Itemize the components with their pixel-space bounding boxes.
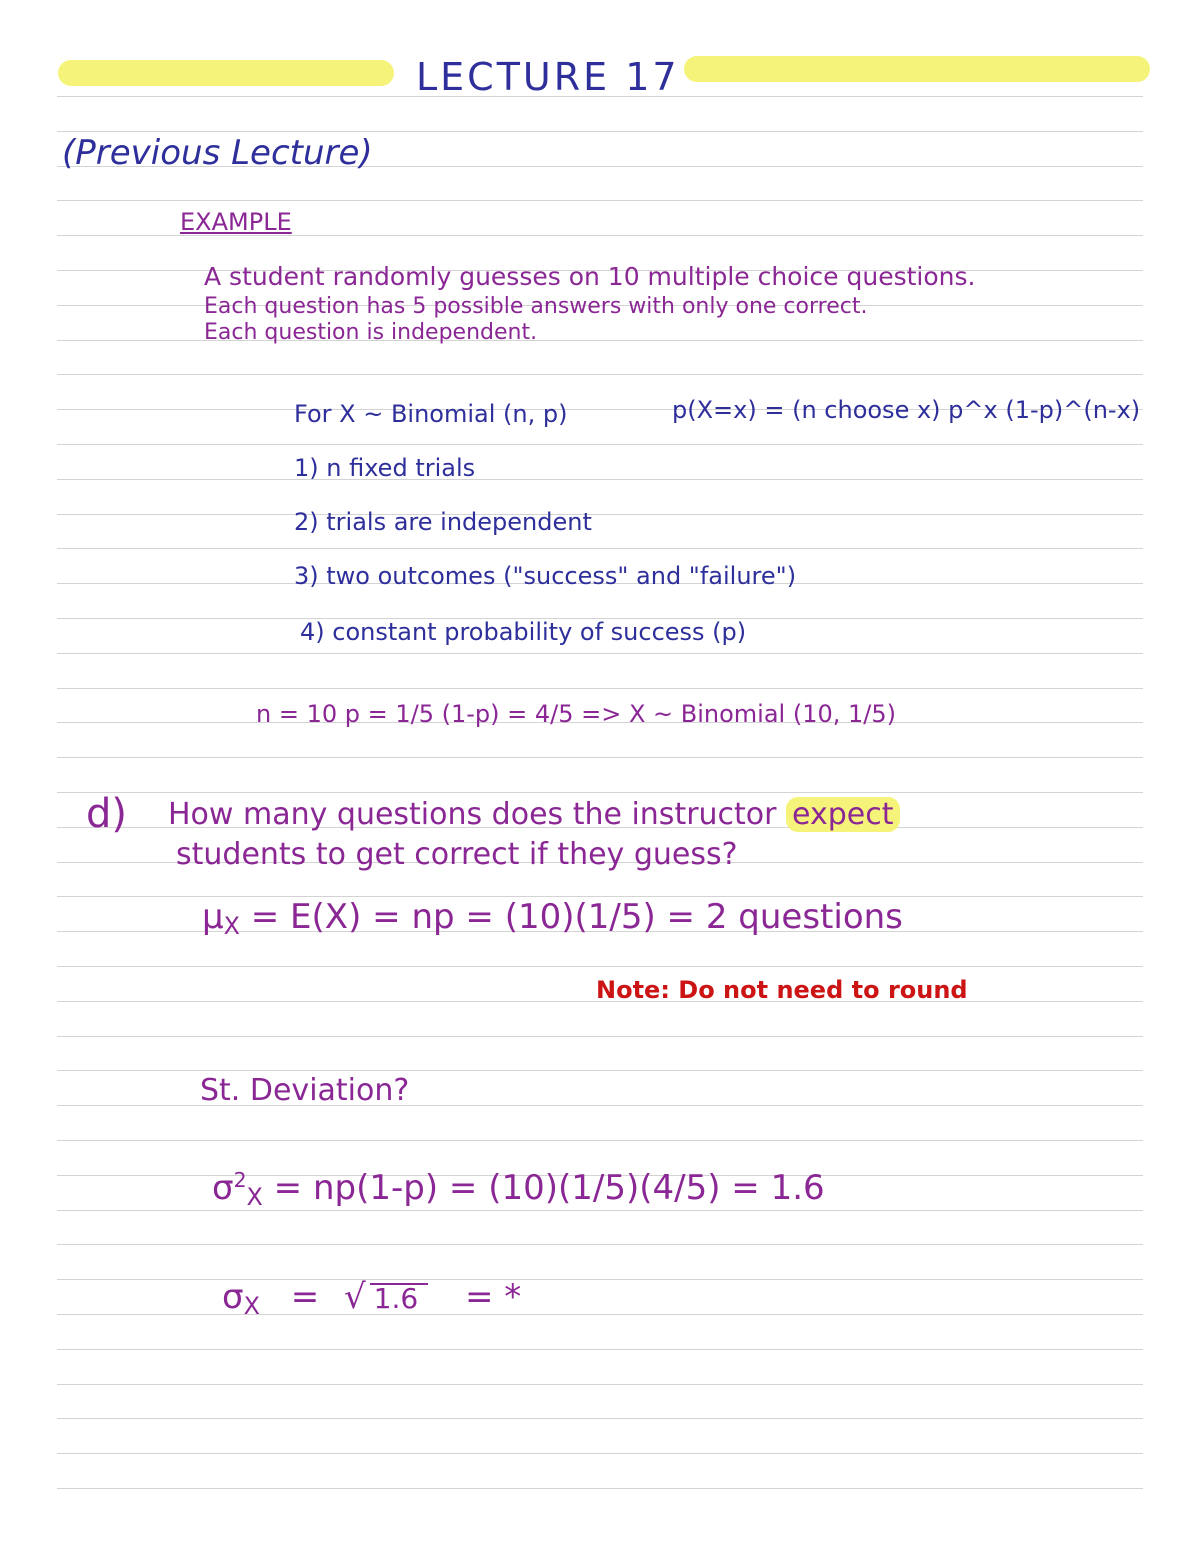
question-text: How many questions does the instructor — [168, 797, 777, 832]
ruled-line — [57, 1244, 1143, 1245]
problem-line-2: Each question has 5 possible answers with only one correct. — [204, 294, 868, 319]
ruled-line — [57, 548, 1143, 549]
condition-1: 1) n fixed trials — [294, 454, 476, 482]
std-dev-formula — [222, 1277, 522, 1320]
ruled-line — [57, 757, 1143, 758]
ruled-line — [57, 479, 1143, 480]
ruled-line — [57, 1210, 1143, 1211]
ruled-line — [57, 1349, 1143, 1350]
variance-subscript: X — [246, 1183, 263, 1212]
expect-highlight: expect — [786, 797, 899, 832]
ruled-line — [57, 688, 1143, 689]
condition-2: 2) trials are independent — [294, 508, 592, 536]
ruled-line — [57, 200, 1143, 201]
part-d-question-line-2: students to get correct if they guess? — [176, 837, 738, 872]
title-highlight-right — [684, 56, 1150, 82]
ruled-line — [57, 374, 1143, 375]
ruled-line — [57, 514, 1143, 515]
ruled-line — [57, 131, 1143, 132]
example-heading: EXAMPLE — [180, 208, 292, 236]
ruled-line — [57, 1140, 1143, 1141]
title-highlight-left — [58, 60, 394, 86]
ruled-line — [57, 1036, 1143, 1037]
sigma-symbol-2: σ — [222, 1277, 244, 1317]
std-dev-heading: St. Deviation? — [200, 1073, 410, 1108]
variance-exponent: 2 — [233, 1168, 247, 1192]
std-dev-result: = * — [465, 1277, 522, 1317]
ruled-line — [57, 792, 1143, 793]
ruled-line — [57, 444, 1143, 445]
page-title: LECTURE 17 — [416, 55, 680, 99]
binomial-pmf: p(X=x) = (n choose x) p^x (1-p)^(n-x) — [672, 396, 1141, 424]
ruled-line — [57, 966, 1143, 967]
condition-4: 4) constant probability of success (p) — [300, 618, 747, 646]
part-d-question-line-1 — [168, 797, 900, 832]
ruled-line — [57, 653, 1143, 654]
std-dev-subscript: X — [243, 1291, 260, 1320]
mean-expression: = E(X) = np = (10)(1/5) = 2 questions — [250, 897, 903, 937]
binomial-intro: For X ~ Binomial (n, p) — [294, 400, 568, 428]
ruled-line — [57, 1418, 1143, 1419]
sigma-symbol: σ — [212, 1168, 234, 1209]
ruled-line — [57, 1384, 1143, 1385]
condition-3: 3) two outcomes ("success" and "failure") — [294, 562, 797, 590]
std-dev-equals: = — [290, 1277, 320, 1317]
variance-expression: = np(1-p) = (10)(1/5)(4/5) = 1.6 — [273, 1168, 825, 1209]
ruled-line — [57, 1279, 1143, 1280]
ruled-line — [57, 1314, 1143, 1315]
variance-formula — [212, 1170, 825, 1210]
previous-lecture-label: (Previous Lecture) — [62, 133, 373, 173]
sqrt-value: 1.6 — [370, 1283, 429, 1313]
rounding-note: Note: Do not need to round — [596, 976, 968, 1004]
sqrt-icon: √ — [344, 1277, 366, 1317]
ruled-line — [57, 1453, 1143, 1454]
part-d-label: d) — [86, 791, 127, 837]
ruled-line — [57, 1070, 1143, 1071]
mu-symbol: μ — [202, 897, 224, 937]
problem-line-1: A student randomly guesses on 10 multiple choice questions. — [204, 262, 976, 291]
problem-line-3: Each question is independent. — [204, 320, 538, 345]
parameters-line: n = 10 p = 1/5 (1-p) = 4/5 => X ~ Binomial (10, 1/5) — [256, 700, 896, 728]
mu-subscript: X — [223, 911, 240, 940]
mean-formula — [202, 897, 903, 940]
ruled-line — [57, 1488, 1143, 1489]
